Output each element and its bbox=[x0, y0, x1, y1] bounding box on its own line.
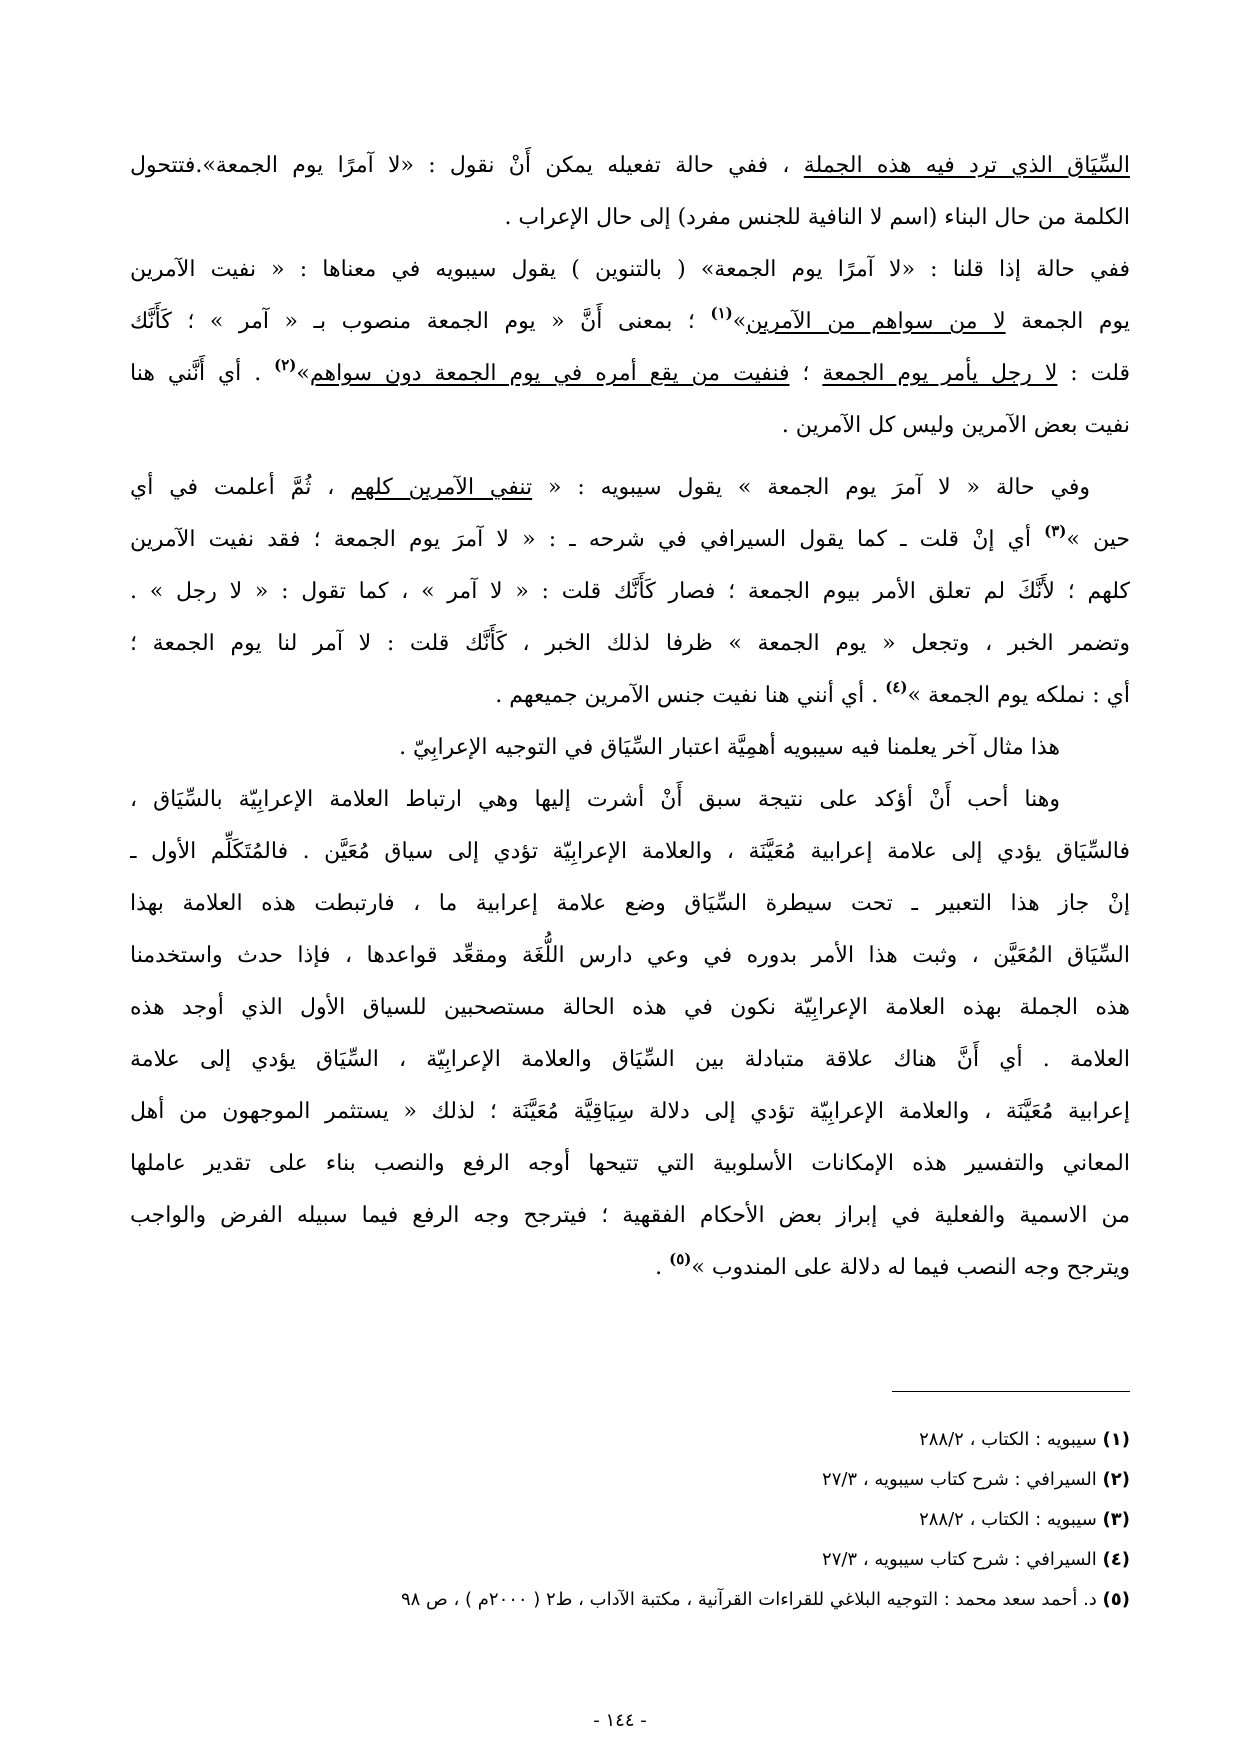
text-line-16: السِّيَاق المُعَيَّن ، وثبت هذا الأمر بدوره في وعي دارس اللُّغَة ومقعِّد قواعدها ، فإذا حدث واستخدمنا bbox=[130, 943, 1130, 968]
text-line-18: العلامة . أي أَنَّ هناك علاقة متبادلة بين السِّيَاق والعلامة الإعرابِيّة ، السِّيَاق يؤدي إلى علامة bbox=[130, 1047, 1130, 1072]
text-line-20: المعاني والتفسير هذه الإمكانات الأسلوبية التي تتيحها أوجه الرفع والنصب بناء على تقدير عاملها bbox=[130, 1151, 1130, 1176]
text-line-8: حين »$^{(٣)}$ أي إنْ قلت ـ كما يقول السيرافي في شرحه ـ : « لا آمرَ يوم الجمعة ؛ فقد نفيت الآمرين bbox=[130, 522, 1130, 552]
text-line-22: ويترجح وجه النصب فيما له دلالة على المندوب »$^{(٥)}$ . bbox=[655, 1250, 1130, 1280]
text-line-13: وهنا أحب أَنْ أؤكد على نتيجة سبق أَنْ أشرت إليها وهي ارتباط العلامة الإعرابِيّة بالسِّيَاق ، bbox=[130, 787, 1060, 812]
text-line-1: السِّيَاق الذي ترد فيه هذه الجملة ، ففي حالة تفعيله يمكن أَنْ نقول : «لا آمرًا يوم الجمعة».فتتحول bbox=[130, 153, 1130, 178]
text-line-12: هذا مثال آخر يعلمنا فيه سيبويه أهمِيَّة اعتبار السِّيَاق في التوجيه الإعرابِيّ . bbox=[399, 735, 1060, 760]
text-line-2: الكلمة من حال البناء (اسم لا النافية للجنس مفرد) إلى حال الإعراب . bbox=[504, 205, 1130, 230]
underlined-phrase: لا من سواهم من الآمرين bbox=[746, 309, 1006, 334]
footnote-marker: (٤) bbox=[885, 678, 908, 696]
text-line-4: يوم الجمعة لا من سواهم من الآمرين»$^{(١)}$ ؛ بمعنى أَنَّ « يوم الجمعة منصوب بـ « آمر » ؛ كَأَنَّك bbox=[130, 304, 1130, 334]
footnote-marker: (١) bbox=[710, 304, 733, 322]
page-number: - ١٤٤ - bbox=[593, 1710, 647, 1731]
text-line-21: من الاسمية والفعلية في إبراز بعض الأحكام الفقهية ؛ فيترجح وجه الرفع فيما سبيله الفرض والواجب bbox=[130, 1203, 1130, 1228]
text-line-9: كلهم ؛ لأَنَّكَ لم تعلق الأمر بيوم الجمعة ؛ فصار كَأَنَّك قلت : « لا آمر » ، كما تقول : « لا رجل » . bbox=[130, 579, 1130, 604]
underlined-phrase: تنفي الآمرين كلهم bbox=[350, 475, 533, 500]
text-line-15: إنْ جاز هذا التعبير ـ تحت سيطرة السِّيَاق وضع علامة إعرابية ما ، فارتبطت هذه العلامة بهذا bbox=[130, 891, 1130, 916]
footnote-marker: (٢) bbox=[274, 356, 297, 374]
text-line-10: وتضمر الخبر ، وتجعل « يوم الجمعة » ظرفا لذلك الخبر ، كَأَنَّك قلت : لا آمر لنا يوم الجمعة ؛ bbox=[130, 631, 1130, 656]
footnote-3: (٣) سيبويه : الكتاب ، ٢٨٨/٢ bbox=[919, 1509, 1130, 1530]
underlined-phrase: السِّيَاق الذي ترد فيه هذه الجملة bbox=[803, 153, 1130, 178]
underlined-phrase: فنفيت من يقع أمره في يوم الجمعة دون سواهم bbox=[309, 361, 790, 386]
footnote-marker: (٣) bbox=[1044, 522, 1067, 540]
underlined-phrase: لا رجل يأمر يوم الجمعة bbox=[822, 361, 1058, 386]
text-line-7: وفي حالة « لا آمرَ يوم الجمعة » يقول سيبويه : « تنفي الآمرين كلهم ، ثُمَّ أعلمت في أي bbox=[130, 475, 1090, 500]
text-line-11: أي : نملكه يوم الجمعة »$^{(٤)}$ . أي أنني هنا نفيت جنس الآمرين جميعهم . bbox=[495, 678, 1130, 708]
footnote-1: (١) سيبويه : الكتاب ، ٢٨٨/٢ bbox=[919, 1429, 1130, 1450]
text-line-5: قلت : لا رجل يأمر يوم الجمعة ؛ فنفيت من يقع أمره في يوم الجمعة دون سواهم»$^{(٢)}$ . أي أَنَّني هنا bbox=[130, 356, 1130, 386]
footnote-5: (٥) د. أحمد سعد محمد : التوجيه البلاغي للقراءات القرآنية ، مكتبة الآداب ، ط٢ ( ٢٠٠٠م ) ، ص ٩٨ bbox=[400, 1589, 1130, 1610]
footnote-marker: (٥) bbox=[669, 1250, 692, 1268]
footnote-4: (٤) السيرافي : شرح كتاب سيبويه ، ٢٧/٣ bbox=[822, 1549, 1130, 1570]
text-line-17: هذه الجملة بهذه العلامة الإعرابِيّة نكون في هذه الحالة مستصحبين للسياق الأول الذي أوجد هذه bbox=[130, 995, 1130, 1020]
footnote-separator bbox=[892, 1391, 1130, 1392]
text-line-19: إعرابية مُعَيَّنَة ، والعلامة الإعرابِيّة تؤدي إلى دلالة سِيَاقِيَّة مُعَيَّنَة ؛ لذلك « يستثمر الموجهون من أهل bbox=[130, 1099, 1130, 1124]
footnotes bbox=[130, 1420, 1130, 1620]
footnote-2: (٢) السيرافي : شرح كتاب سيبويه ، ٢٧/٣ bbox=[822, 1469, 1130, 1490]
body-text bbox=[130, 140, 1130, 1294]
text-line-14: فالسِّيَاق يؤدي إلى علامة إعرابية مُعَيَّنَة ، والعلامة الإعرابِيّة تؤدي إلى سياق مُعَيَّن . فالمُتَكَلِّم الأول ـ bbox=[130, 839, 1130, 864]
text-line-6: نفيت بعض الآمرين وليس كل الآمرين . bbox=[781, 413, 1130, 438]
text-line-3: ففي حالة إذا قلنا : «لا آمرًا يوم الجمعة» ( بالتنوين ) يقول سيبويه في معناها : « نفيت الآمرين bbox=[130, 257, 1130, 282]
